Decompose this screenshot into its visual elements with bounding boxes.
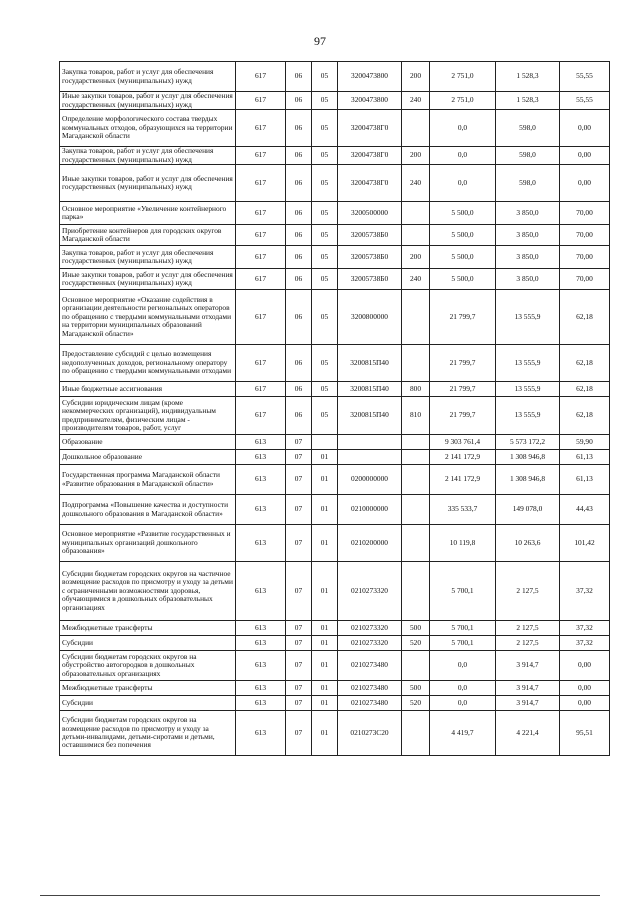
row-value-cell: 0210000000 (338, 495, 402, 525)
row-value-cell: 07 (286, 450, 312, 465)
row-value-cell: 613 (236, 562, 286, 621)
row-name-cell: Закупка товаров, работ и услуг для обеспечения государственных (муниципальных) нужд (60, 246, 236, 269)
row-value-cell (402, 495, 430, 525)
row-value-cell: 3200800000 (338, 290, 402, 345)
row-value-cell: 613 (236, 651, 286, 681)
row-value-cell: 32005738Б0 (338, 225, 402, 246)
table-row (60, 225, 610, 246)
row-value-cell: 3200500000 (338, 202, 402, 225)
row-value-cell: 01 (312, 696, 338, 711)
row-value-cell: 07 (286, 711, 312, 756)
row-value-cell (402, 435, 430, 450)
row-value-cell: 01 (312, 711, 338, 756)
row-value-cell: 06 (286, 202, 312, 225)
row-name-cell: Приобретение контейнеров для городских округов Магаданской области (60, 225, 236, 246)
row-value-cell: 05 (312, 62, 338, 92)
row-value-cell: 613 (236, 525, 286, 562)
row-value-cell: 06 (286, 345, 312, 382)
row-value-cell: 0210273320 (338, 621, 402, 636)
row-value-cell: 01 (312, 621, 338, 636)
row-value-cell: 500 (402, 621, 430, 636)
table-row (60, 450, 610, 465)
row-value-cell: 32005738Б0 (338, 246, 402, 269)
row-value-cell: 613 (236, 495, 286, 525)
row-value-cell: 13 555,9 (496, 345, 560, 382)
row-value-cell: 61,13 (560, 465, 610, 495)
row-value-cell: 07 (286, 525, 312, 562)
row-value-cell: 01 (312, 636, 338, 651)
row-value-cell: 55,55 (560, 92, 610, 110)
row-value-cell: 07 (286, 651, 312, 681)
row-value-cell: 07 (286, 495, 312, 525)
row-value-cell: 1 308 946,8 (496, 450, 560, 465)
row-value-cell: 1 308 946,8 (496, 465, 560, 495)
row-value-cell: 0210273480 (338, 681, 402, 696)
row-name-cell: Основное мероприятие «Развитие государственных и муниципальных организаций дошкольного образования» (60, 525, 236, 562)
row-value-cell: 06 (286, 246, 312, 269)
table-row (60, 202, 610, 225)
row-value-cell: 613 (236, 435, 286, 450)
row-value-cell: 07 (286, 562, 312, 621)
row-value-cell (402, 711, 430, 756)
row-value-cell: 06 (286, 147, 312, 165)
row-name-cell: Государственная программа Магаданской области «Развитие образования в Магаданской области» (60, 465, 236, 495)
row-value-cell: 21 799,7 (430, 345, 496, 382)
row-value-cell: 3 914,7 (496, 696, 560, 711)
row-value-cell: 617 (236, 165, 286, 202)
row-value-cell: 05 (312, 165, 338, 202)
row-value-cell (402, 651, 430, 681)
row-value-cell: 598,0 (496, 147, 560, 165)
row-value-cell: 21 799,7 (430, 397, 496, 435)
row-value-cell: 62,18 (560, 382, 610, 397)
row-name-cell: Иные бюджетные ассигнования (60, 382, 236, 397)
row-value-cell: 3200473800 (338, 62, 402, 92)
row-name-cell: Основное мероприятие «Увеличение контейнерного парка» (60, 202, 236, 225)
row-value-cell: 3200815П40 (338, 397, 402, 435)
row-value-cell: 0,00 (560, 651, 610, 681)
row-value-cell: 3 850,0 (496, 246, 560, 269)
table-row (60, 397, 610, 435)
row-value-cell: 61,13 (560, 450, 610, 465)
row-value-cell: 70,00 (560, 269, 610, 290)
row-value-cell (402, 202, 430, 225)
row-value-cell: 810 (402, 397, 430, 435)
row-value-cell (312, 435, 338, 450)
table-row (60, 269, 610, 290)
row-value-cell: 200 (402, 246, 430, 269)
row-value-cell: 617 (236, 202, 286, 225)
row-value-cell: 0,0 (430, 651, 496, 681)
row-value-cell: 01 (312, 525, 338, 562)
row-name-cell: Субсидии (60, 696, 236, 711)
row-value-cell: 32004738Г0 (338, 147, 402, 165)
row-value-cell: 240 (402, 165, 430, 202)
table-row (60, 290, 610, 345)
row-value-cell: 01 (312, 651, 338, 681)
row-value-cell: 613 (236, 696, 286, 711)
row-value-cell: 44,43 (560, 495, 610, 525)
row-value-cell: 200 (402, 147, 430, 165)
row-value-cell: 1 528,3 (496, 92, 560, 110)
row-value-cell: 05 (312, 246, 338, 269)
row-name-cell: Иные закупки товаров, работ и услуг для обеспечения государственных (муниципальных) нужд (60, 92, 236, 110)
table-row (60, 696, 610, 711)
table-row (60, 525, 610, 562)
row-value-cell: 32004738Г0 (338, 110, 402, 147)
row-value-cell: 617 (236, 269, 286, 290)
row-value-cell: 05 (312, 147, 338, 165)
row-value-cell: 06 (286, 225, 312, 246)
row-name-cell: Определение морфологического состава твердых коммунальных отходов, образующихся на территории Магаданской области (60, 110, 236, 147)
table-row (60, 246, 610, 269)
row-value-cell (402, 290, 430, 345)
row-value-cell: 240 (402, 92, 430, 110)
row-name-cell: Основное мероприятие «Оказание содействия в организации деятельности региональных операторов по обращению с твердыми коммунальными отходами на территории муниципальных образований Магаданской области» (60, 290, 236, 345)
row-value-cell: 37,32 (560, 636, 610, 651)
row-name-cell: Субсидии бюджетам городских округов на обустройство автогородков в дошкольных образовательных организациях (60, 651, 236, 681)
row-value-cell: 70,00 (560, 246, 610, 269)
table-row (60, 711, 610, 756)
row-value-cell (402, 562, 430, 621)
row-value-cell: 05 (312, 202, 338, 225)
row-value-cell: 62,18 (560, 345, 610, 382)
row-value-cell: 3200815П40 (338, 382, 402, 397)
row-value-cell: 05 (312, 92, 338, 110)
row-value-cell: 200 (402, 62, 430, 92)
row-value-cell: 500 (402, 681, 430, 696)
row-value-cell: 5 500,0 (430, 246, 496, 269)
row-value-cell: 70,00 (560, 225, 610, 246)
row-value-cell: 598,0 (496, 165, 560, 202)
row-value-cell: 0,00 (560, 165, 610, 202)
row-value-cell: 5 700,1 (430, 621, 496, 636)
budget-table (59, 61, 610, 756)
row-value-cell: 617 (236, 246, 286, 269)
row-value-cell: 01 (312, 562, 338, 621)
row-value-cell: 617 (236, 62, 286, 92)
row-value-cell: 2 127,5 (496, 621, 560, 636)
row-value-cell (402, 110, 430, 147)
table-row (60, 110, 610, 147)
row-value-cell: 05 (312, 225, 338, 246)
row-value-cell: 613 (236, 681, 286, 696)
row-value-cell: 5 500,0 (430, 225, 496, 246)
row-value-cell: 0210273320 (338, 562, 402, 621)
row-value-cell: 3 850,0 (496, 202, 560, 225)
row-value-cell: 05 (312, 110, 338, 147)
table-row (60, 345, 610, 382)
row-value-cell: 10 263,6 (496, 525, 560, 562)
row-value-cell: 21 799,7 (430, 290, 496, 345)
row-value-cell (402, 465, 430, 495)
row-value-cell: 4 419,7 (430, 711, 496, 756)
row-value-cell (338, 435, 402, 450)
row-value-cell: 800 (402, 382, 430, 397)
row-value-cell: 2 141 172,9 (430, 465, 496, 495)
table-row (60, 147, 610, 165)
row-value-cell: 2 751,0 (430, 62, 496, 92)
row-value-cell: 0,00 (560, 147, 610, 165)
row-value-cell: 101,42 (560, 525, 610, 562)
row-value-cell: 613 (236, 465, 286, 495)
row-value-cell: 520 (402, 696, 430, 711)
row-name-cell: Подпрограмма «Повышение качества и доступности дошкольного образования в Магаданской области» (60, 495, 236, 525)
table-row (60, 681, 610, 696)
row-value-cell: 07 (286, 696, 312, 711)
row-value-cell: 617 (236, 147, 286, 165)
row-value-cell: 613 (236, 621, 286, 636)
row-value-cell: 05 (312, 397, 338, 435)
row-name-cell: Дошкольное образование (60, 450, 236, 465)
row-name-cell: Закупка товаров, работ и услуг для обеспечения государственных (муниципальных) нужд (60, 147, 236, 165)
row-value-cell: 05 (312, 269, 338, 290)
row-value-cell: 3 850,0 (496, 225, 560, 246)
row-name-cell: Межбюджетные трансферты (60, 621, 236, 636)
row-value-cell: 0,00 (560, 696, 610, 711)
row-value-cell (402, 525, 430, 562)
row-value-cell: 06 (286, 62, 312, 92)
row-value-cell: 0,0 (430, 110, 496, 147)
row-value-cell: 06 (286, 92, 312, 110)
table-row (60, 651, 610, 681)
row-name-cell: Иные закупки товаров, работ и услуг для обеспечения государственных (муниципальных) нужд (60, 165, 236, 202)
row-value-cell: 05 (312, 345, 338, 382)
row-value-cell: 0,0 (430, 681, 496, 696)
table-row (60, 495, 610, 525)
row-value-cell: 520 (402, 636, 430, 651)
row-value-cell: 0,0 (430, 147, 496, 165)
row-value-cell: 0210200000 (338, 525, 402, 562)
row-value-cell: 32005738Б0 (338, 269, 402, 290)
row-value-cell: 07 (286, 435, 312, 450)
row-value-cell: 62,18 (560, 290, 610, 345)
row-value-cell: 01 (312, 465, 338, 495)
row-value-cell: 0210273С20 (338, 711, 402, 756)
row-value-cell: 13 555,9 (496, 382, 560, 397)
row-value-cell: 5 500,0 (430, 269, 496, 290)
row-value-cell: 55,55 (560, 62, 610, 92)
row-value-cell: 0210273480 (338, 696, 402, 711)
row-value-cell: 2 127,5 (496, 636, 560, 651)
row-value-cell: 37,32 (560, 621, 610, 636)
row-value-cell: 0,00 (560, 681, 610, 696)
table-row (60, 465, 610, 495)
table-row (60, 92, 610, 110)
row-value-cell: 617 (236, 92, 286, 110)
row-value-cell: 0210273320 (338, 636, 402, 651)
table-row (60, 636, 610, 651)
row-value-cell: 3200815П40 (338, 345, 402, 382)
row-name-cell: Межбюджетные трансферты (60, 681, 236, 696)
bottom-rule (40, 895, 600, 896)
row-value-cell: 06 (286, 397, 312, 435)
row-name-cell: Предоставление субсидий с целью возмещения недополученных доходов, региональному оператору по обращению с твердыми коммунальными отходами (60, 345, 236, 382)
row-value-cell: 13 555,9 (496, 397, 560, 435)
row-value-cell: 06 (286, 290, 312, 345)
row-value-cell (402, 450, 430, 465)
row-value-cell: 2 751,0 (430, 92, 496, 110)
row-value-cell: 1 528,3 (496, 62, 560, 92)
row-value-cell: 617 (236, 290, 286, 345)
table-row (60, 435, 610, 450)
row-value-cell: 9 303 761,4 (430, 435, 496, 450)
row-value-cell: 598,0 (496, 110, 560, 147)
row-value-cell: 3 914,7 (496, 651, 560, 681)
row-name-cell: Субсидии бюджетам городских округов на возмещение расходов по присмотру и уходу за детьми-инвалидами, детьми-сиротами и детьми, оставшимися без попечения (60, 711, 236, 756)
row-name-cell: Субсидии (60, 636, 236, 651)
row-value-cell: 2 127,5 (496, 562, 560, 621)
row-value-cell: 613 (236, 711, 286, 756)
row-value-cell: 613 (236, 450, 286, 465)
page-number: 97 (314, 34, 326, 48)
row-value-cell: 37,32 (560, 562, 610, 621)
row-value-cell: 0,0 (430, 165, 496, 202)
row-value-cell: 0200000000 (338, 465, 402, 495)
row-value-cell: 3200473800 (338, 92, 402, 110)
row-value-cell: 01 (312, 495, 338, 525)
row-name-cell: Образование (60, 435, 236, 450)
row-value-cell: 05 (312, 290, 338, 345)
row-value-cell: 07 (286, 465, 312, 495)
row-value-cell: 4 221,4 (496, 711, 560, 756)
row-name-cell: Субсидии юридическим лицам (кроме некоммерческих организаций), индивидуальным предпринимателям, физическим лицам - производителям товаров, работ, услуг (60, 397, 236, 435)
table-row (60, 165, 610, 202)
row-value-cell: 95,51 (560, 711, 610, 756)
row-value-cell: 01 (312, 450, 338, 465)
row-value-cell (402, 225, 430, 246)
row-value-cell: 240 (402, 269, 430, 290)
row-value-cell: 617 (236, 110, 286, 147)
row-value-cell: 05 (312, 382, 338, 397)
row-value-cell: 13 555,9 (496, 290, 560, 345)
row-value-cell: 62,18 (560, 397, 610, 435)
row-value-cell (338, 450, 402, 465)
table-row (60, 382, 610, 397)
row-value-cell: 07 (286, 636, 312, 651)
row-value-cell: 617 (236, 225, 286, 246)
row-value-cell: 07 (286, 681, 312, 696)
row-value-cell: 613 (236, 636, 286, 651)
row-value-cell: 617 (236, 382, 286, 397)
row-value-cell: 10 119,8 (430, 525, 496, 562)
row-name-cell: Субсидии бюджетам городских округов на частичное возмещение расходов по присмотру и уходу за детьми с ограниченными возможностями здоровья, обучающимися в дошкольных образовательных организациях (60, 562, 236, 621)
row-value-cell: 0,0 (430, 696, 496, 711)
row-value-cell: 21 799,7 (430, 382, 496, 397)
row-value-cell: 06 (286, 165, 312, 202)
row-value-cell: 70,00 (560, 202, 610, 225)
row-value-cell: 2 141 172,9 (430, 450, 496, 465)
row-value-cell: 149 078,0 (496, 495, 560, 525)
row-value-cell: 617 (236, 345, 286, 382)
row-value-cell: 0210273480 (338, 651, 402, 681)
row-value-cell: 06 (286, 269, 312, 290)
table-row (60, 62, 610, 92)
row-value-cell: 5 700,1 (430, 562, 496, 621)
row-value-cell: 0,00 (560, 110, 610, 147)
row-value-cell: 3 850,0 (496, 269, 560, 290)
row-value-cell: 59,90 (560, 435, 610, 450)
row-value-cell: 06 (286, 382, 312, 397)
row-value-cell: 32004738Г0 (338, 165, 402, 202)
row-value-cell: 335 533,7 (430, 495, 496, 525)
row-value-cell: 5 500,0 (430, 202, 496, 225)
row-name-cell: Закупка товаров, работ и услуг для обеспечения государственных (муниципальных) нужд (60, 62, 236, 92)
row-value-cell: 3 914,7 (496, 681, 560, 696)
row-value-cell (402, 345, 430, 382)
row-value-cell: 617 (236, 397, 286, 435)
row-value-cell: 06 (286, 110, 312, 147)
row-value-cell: 5 573 172,2 (496, 435, 560, 450)
row-value-cell: 01 (312, 681, 338, 696)
table-row (60, 621, 610, 636)
table-row (60, 562, 610, 621)
row-value-cell: 5 700,1 (430, 636, 496, 651)
row-value-cell: 07 (286, 621, 312, 636)
row-name-cell: Иные закупки товаров, работ и услуг для обеспечения государственных (муниципальных) нужд (60, 269, 236, 290)
